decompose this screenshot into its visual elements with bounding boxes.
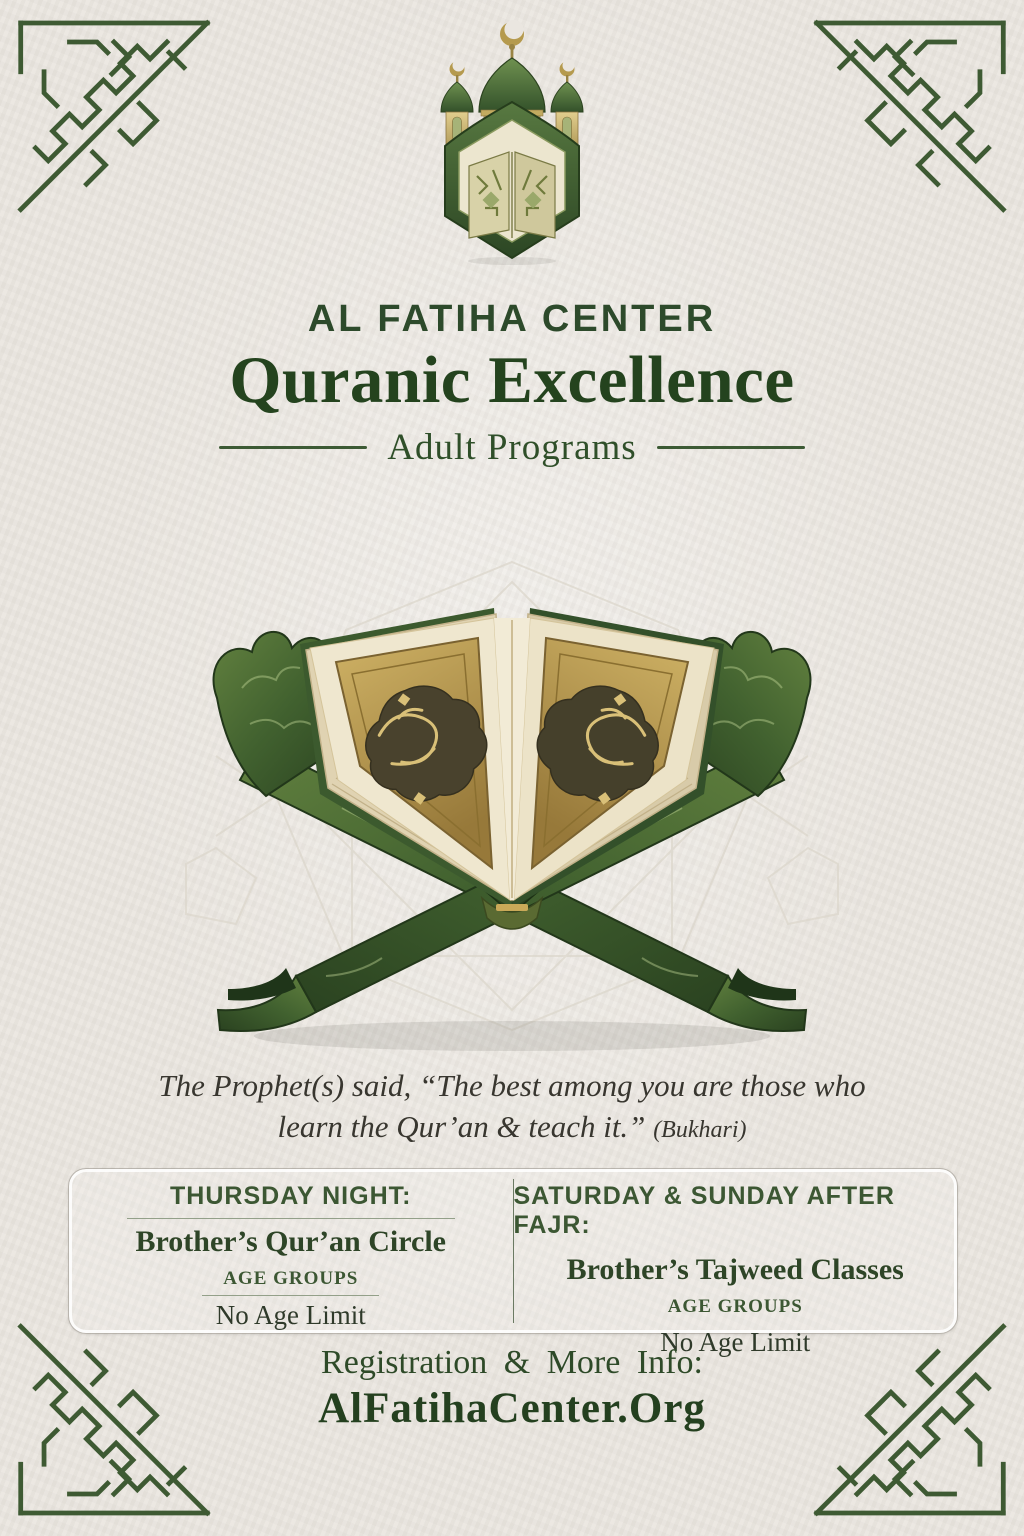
poster-title: Quranic Excellence [229, 343, 795, 417]
schedule-column-thursday [69, 1169, 513, 1333]
footer [0, 1344, 1024, 1433]
schedule-heading: SATURDAY & SUNDAY AFTER FAJR: [513, 1182, 895, 1239]
program-name: Brother’s Tajweed Classes [566, 1253, 904, 1286]
poster-subtitle-row [0, 426, 1024, 469]
subtitle-left-rule [219, 446, 367, 449]
hadith-quote [0, 1066, 1024, 1148]
kufic-corner-ornament-icon [8, 6, 220, 218]
hadith-source: (Bukhari) [653, 1116, 747, 1143]
poster-subtitle: Adult Programs [387, 427, 637, 468]
quran-on-rehal-icon [142, 548, 882, 1058]
schedule-column-weekend [513, 1169, 958, 1357]
org-name: AL FATIHA CENTER [307, 298, 717, 340]
program-name: Brother’s Qur’an Circle [135, 1225, 446, 1258]
kufic-corner-ornament-icon [804, 6, 1016, 218]
hadith-quote-line2: learn the Qur’an & teach it.” (Bukhari) [277, 1108, 747, 1144]
age-groups-label: AGE GROUPS [223, 1268, 359, 1289]
age-groups-label: AGE GROUPS [667, 1296, 803, 1317]
subtitle-right-rule [657, 446, 805, 449]
age-divider-rule [202, 1295, 379, 1296]
registration-info-label: Registration & More Info: [321, 1344, 703, 1381]
schedule-heading: THURSDAY NIGHT: [170, 1182, 412, 1210]
website-url: AlFatihaCenter.Org [318, 1385, 706, 1432]
schedule-card [68, 1168, 958, 1357]
schedule-divider-rule [127, 1218, 455, 1219]
age-value: No Age Limit [215, 1300, 366, 1330]
mosque-quran-emblem-icon [427, 16, 597, 266]
hadith-quote-line1: The Prophet(s) said, “The best among you are those who [158, 1068, 866, 1103]
age-value: No Age Limit [660, 1327, 811, 1357]
